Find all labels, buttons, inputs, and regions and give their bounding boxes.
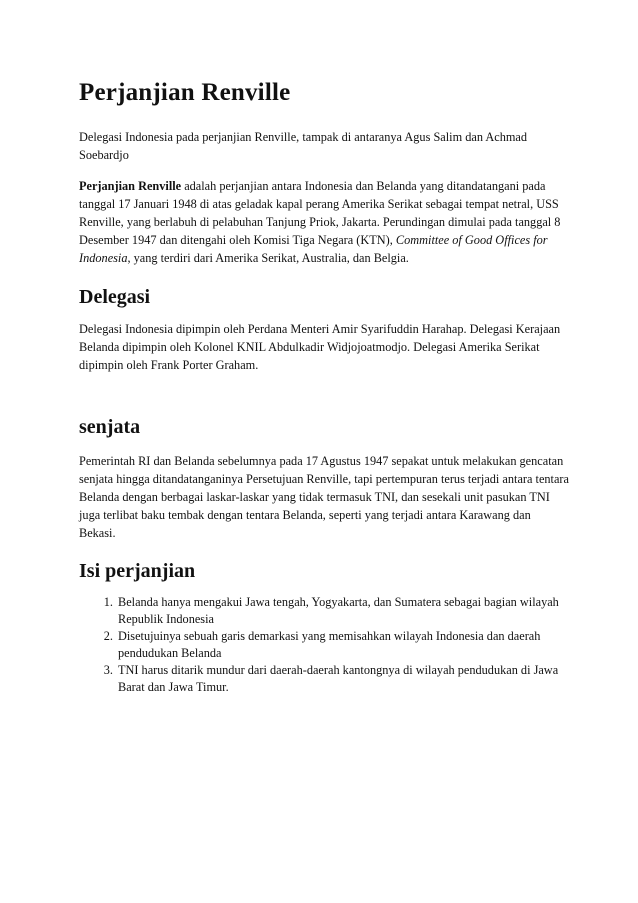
section-text-delegasi: Delegasi Indonesia dipimpin oleh Perdana Menteri Amir Syarifuddin Harahap. Delegasi Kerajaan Belanda dipimpin oleh Kolonel KNIL Abdulkadir Widjojoatmodjo. Delegasi Amerika Serikat dipimpin oleh Frank Porter Graham.	[79, 322, 561, 372]
image-caption: Delegasi Indonesia pada perjanjian Renville, tampak di antaranya Agus Salim dan Achmad Soebardjo	[79, 130, 528, 162]
section-heading-isi-perjanjian: Isi perjanjian	[79, 560, 196, 582]
list-item: 1. Belanda hanya mengakui Jawa tengah, Yogyakarta, dan Sumatera sebagai bagian wilayah Republik Indonesia	[116, 594, 569, 628]
section-heading-delegasi: Delegasi	[79, 286, 151, 308]
isi-perjanjian-list	[79, 594, 569, 696]
section-text-senjata: Pemerintah RI dan Belanda sebelumnya pada 17 Agustus 1947 sepakat untuk melakukan gencatan senjata hingga ditandatanganinya Persetujuan Renville, tapi pertempuran terus terjadi antara tentara Belanda dengan berbagai laskar-laskar yang tidak termasuk TNI, dan sesekali unit pasukan TNI juga terlibat baku tembak dengan tentara Belanda, seperti yang terjadi antara Karawang dan Bekasi.	[79, 454, 569, 540]
list-item: 3. TNI harus ditarik mundur dari daerah-daerah kantongnya di wilayah pendudukan di Jawa Barat dan Jawa Timur.	[116, 662, 569, 696]
intro-paragraph	[79, 177, 569, 267]
page-title: Perjanjian Renville	[79, 79, 291, 106]
section-heading-senjata: senjata	[79, 416, 141, 438]
intro-text-part-2: , yang terdiri dari Amerika Serikat, Australia, dan Belgia.	[127, 251, 409, 265]
document-content	[79, 78, 569, 696]
intro-italic-committee: Committee of Good Offices for Indonesia	[79, 233, 548, 265]
intro-text-part-1: adalah perjanjian antara Indonesia dan Belanda yang ditandatangani pada tanggal 17 Januari 1948 di atas geladak kapal perang Amerika Serikat sebagai tempat netral, USS Renville, yang berlabuh di pelabuhan Tanjung Priok, Jakarta. Perundingan dimulai pada tanggal 8 Desember 1947 dan ditengahi oleh Komisi Tiga Negara (KTN),	[79, 179, 561, 247]
list-item: 2. Disetujuinya sebuah garis demarkasi yang memisahkan wilayah Indonesia dan daerah pendudukan Belanda	[116, 628, 569, 662]
intro-lead-bold: Perjanjian Renville	[79, 179, 182, 193]
